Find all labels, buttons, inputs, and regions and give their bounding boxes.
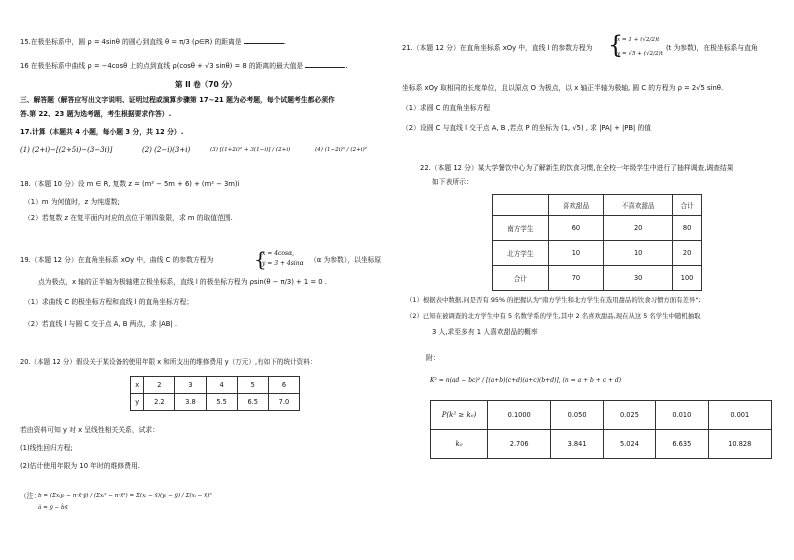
question-19-param-y: y = 3 + 4sinα: [262, 260, 304, 267]
question-21-param-y: y = √5 + (√2/2)t: [617, 51, 663, 57]
question-15: 15.在极坐标系中，圆 ρ = 4sinθ 的圆心到直线 θ = π/3 (ρ∈R) 的距离是 .: [20, 38, 286, 46]
table-cell: 3.841: [551, 430, 603, 459]
table-cell-p-label: P(k² ≥ k₀): [431, 401, 488, 430]
question-22-part-2a: （2）已知在被调查的北方学生中有 5 名数学系的学生,其中 2 名喜欢甜品,现在从这 5 名学生中随机抽取: [406, 312, 701, 320]
question-22-title: 22.（本题 12 分）某大学餐饮中心为了解新生的饮食习惯,在全校一年级学生中进行了抽样调查,调查结果: [420, 164, 734, 172]
table-cell: 6: [268, 377, 299, 394]
table-cell: 2.2: [144, 394, 175, 411]
table-row: [431, 430, 772, 459]
question-22-part-2b: 3 人,求至多有 1 人喜欢甜品的概率: [432, 328, 538, 336]
appendix-label: 附：: [426, 354, 440, 362]
table-cell: 10.828: [708, 430, 771, 459]
table-header-row: [493, 195, 702, 216]
table-cell: 6.5: [237, 394, 268, 411]
table-cell: 5: [237, 377, 268, 394]
question-18-part-2: （2）若复数 z 在复平面内对应的点位于第四象限，求 m 的取值范围.: [24, 214, 233, 222]
answer-blank-16: [305, 60, 345, 68]
question-16-text: 16 在极坐标系中曲线 ρ = −4cosθ 上的点到直线 ρ(cosθ + √3 sinθ) = 8 的距离的最大值是: [20, 62, 304, 70]
table-cell: 10: [604, 241, 673, 266]
brace-icon: {: [608, 31, 624, 59]
answer-blank-15: [244, 36, 284, 44]
regression-intercept-formula: â = ȳ − b̂x̄: [38, 505, 68, 511]
table-row: [431, 401, 772, 430]
table-row: [493, 216, 702, 241]
table-cell: 30: [604, 266, 673, 291]
table-cell: 3: [175, 377, 206, 394]
question-17-item-1: (1) (2+i)−[(2+5i)−(3−3i)]: [20, 146, 113, 154]
table-cell: 70: [548, 266, 604, 291]
question-17-item-2: (2) (2−i)(3+i): [142, 146, 191, 154]
table-cell: 80: [673, 216, 702, 241]
question-22-part-1: （1）根据表中数据,问是否有 95% 的把握认为"南方学生和北方学生在选用甜品的饮食习惯方面有差异";: [406, 296, 701, 304]
regression-slope-formula: b = (Σxᵢyᵢ − n·x̄·ȳ) / (Σxᵢ² − n·x̄²) = Σ(xᵢ − x̄)(yᵢ − ȳ) / Σ(xᵢ − x̄)²: [38, 493, 212, 499]
question-21-part-1: （1）求圆 C 的直角坐标方程: [402, 104, 491, 112]
question-19-title-a: 19.（本题 12 分）在直角坐标系 xOy 中，曲线 C 的参数方程为: [20, 256, 214, 264]
question-17-item-4: (4) (1−2i)³ / (2+i)²: [315, 147, 367, 153]
question-19-title-b: （α 为参数），以坐标原: [310, 256, 382, 264]
table-header-cell: 不喜欢甜品: [604, 195, 673, 216]
question-19-part-2: （2）若直线 l 与圆 C 交于点 A, B 两点，求 |AB| .: [24, 320, 178, 328]
table-cell: 0.001: [708, 401, 771, 430]
table-row: [131, 377, 300, 394]
table-row: [493, 266, 702, 291]
question-17-item-3: (3) [(1+2i)² + 3(1−i)] / (2+i): [210, 147, 291, 153]
table-cell: 60: [548, 216, 604, 241]
question-18-part-1: （1）m 为何值时，z 为纯虚数;: [24, 198, 120, 206]
table-cell: 0.1000: [488, 401, 551, 430]
table-header-cell: 喜欢甜品: [548, 195, 604, 216]
question-21-title-a: 21.（本题 12 分）在直角坐标系 xOy 中，直线 l 的参数方程为: [402, 44, 593, 52]
table-cell: 5.5: [206, 394, 237, 411]
question-21-param-x: x = 1 + (√2/2)t: [617, 37, 660, 43]
question-20-text: 若由资料可知 y 对 x 呈线性相关关系，试求：: [20, 426, 160, 434]
question-21-part-2: （2）设圆 C 与直线 l 交于点 A, B ,若点 P 的坐标为 (1, √5) , 求 |PA| + |PB| 的值: [402, 124, 652, 132]
question-20-part-1: (1)线性回归方程;: [20, 444, 73, 452]
table-cell: 20: [673, 241, 702, 266]
table-header-cell: [493, 195, 549, 216]
table-cell-y-label: y: [131, 394, 144, 411]
question-19-line-2: 点为极点，x 轴的正半轴为极轴建立极坐标系，直线 l 的极坐标方程为 ρsin(θ − π/3) + 1 = 0 .: [38, 278, 327, 286]
table-cell: 10: [548, 241, 604, 266]
critical-value-table: [430, 400, 772, 459]
question-20-title: 20.（本题 12 分）假设关于某设备的使用年限 x 和所支出的维修费用 y（万元）,有如下的统计资料：: [20, 358, 317, 366]
table-cell: 3.8: [175, 394, 206, 411]
section-three-intro-line2: 答.第 22、23 题为选考题，考生根据要求作答）.: [20, 110, 172, 118]
table-cell: 4: [206, 377, 237, 394]
table-row: [131, 394, 300, 411]
question-19-param-x: x = 4cosα,: [262, 250, 295, 257]
table-cell: 6.635: [656, 430, 708, 459]
question-21-title-b: (t 为参数)，在极坐标系与直角: [666, 44, 758, 52]
question-17-title: 17.计算（本题共 4 小题，每小题 3 分，共 12 分）.: [20, 128, 184, 136]
table-cell: 合计: [493, 266, 549, 291]
question-16: 16 在极坐标系中曲线 ρ = −4cosθ 上的点到直线 ρ(cosθ + √3 sinθ) = 8 的距离的最大值是 .: [20, 62, 348, 70]
table-cell: 2.706: [488, 430, 551, 459]
question-15-text: 15.在极坐标系中，圆 ρ = 4sinθ 的圆心到直线 θ = π/3 (ρ∈R) 的距离是: [20, 38, 242, 46]
table-cell: 7.0: [268, 394, 299, 411]
table-cell: 2: [144, 377, 175, 394]
dessert-preference-table: [492, 194, 702, 291]
table-header-cell: 合计: [673, 195, 702, 216]
table-cell-k-label: k₀: [431, 430, 488, 459]
question-18-title: 18.（本题 10 分）设 m ∈ R, 复数 z = (m² − 5m + 6) + (m² − 3m)i: [20, 180, 240, 188]
table-cell: 5.024: [603, 430, 655, 459]
table-cell: 南方学生: [493, 216, 549, 241]
question-22-subtitle: 如下表所示：: [432, 178, 473, 186]
question-19-part-1: （1）求曲线 C 的极坐标方程和直线 l 的直角坐标方程；: [24, 298, 194, 306]
chi-square-formula: K² = n(ad − bc)² / [(a+b)(c+d)(a+c)(b+d)], (n = a + b + c + d): [430, 377, 622, 384]
question-21-line-2: 坐标系 xOy 取相同的长度单位，且以原点 O 为极点，以 x 轴正半轴为极轴, 圆 C 的方程为 ρ = 2√5 sinθ.: [402, 84, 724, 92]
table-cell: 20: [604, 216, 673, 241]
section-three-intro-line1: 三、解答题（解答应写出文字说明、证明过程或演算步骤第 17~21 题为必考题，每个试题考生都必须作: [20, 96, 335, 104]
question-20-part-2: (2)估计使用年限为 10 年时的维修费用.: [20, 462, 140, 470]
table-cell: 100: [673, 266, 702, 291]
table-cell: 0.010: [656, 401, 708, 430]
question-20-note-prefix: （注：: [20, 492, 41, 500]
maintenance-data-table: [130, 376, 300, 411]
table-cell: 0.025: [603, 401, 655, 430]
table-cell: 北方学生: [493, 241, 549, 266]
brace-icon: {: [254, 247, 267, 271]
table-row: [493, 241, 702, 266]
table-cell-x-label: x: [131, 377, 144, 394]
part-two-heading: 第 II 卷（70 分）: [175, 80, 237, 89]
table-cell: 0.050: [551, 401, 603, 430]
